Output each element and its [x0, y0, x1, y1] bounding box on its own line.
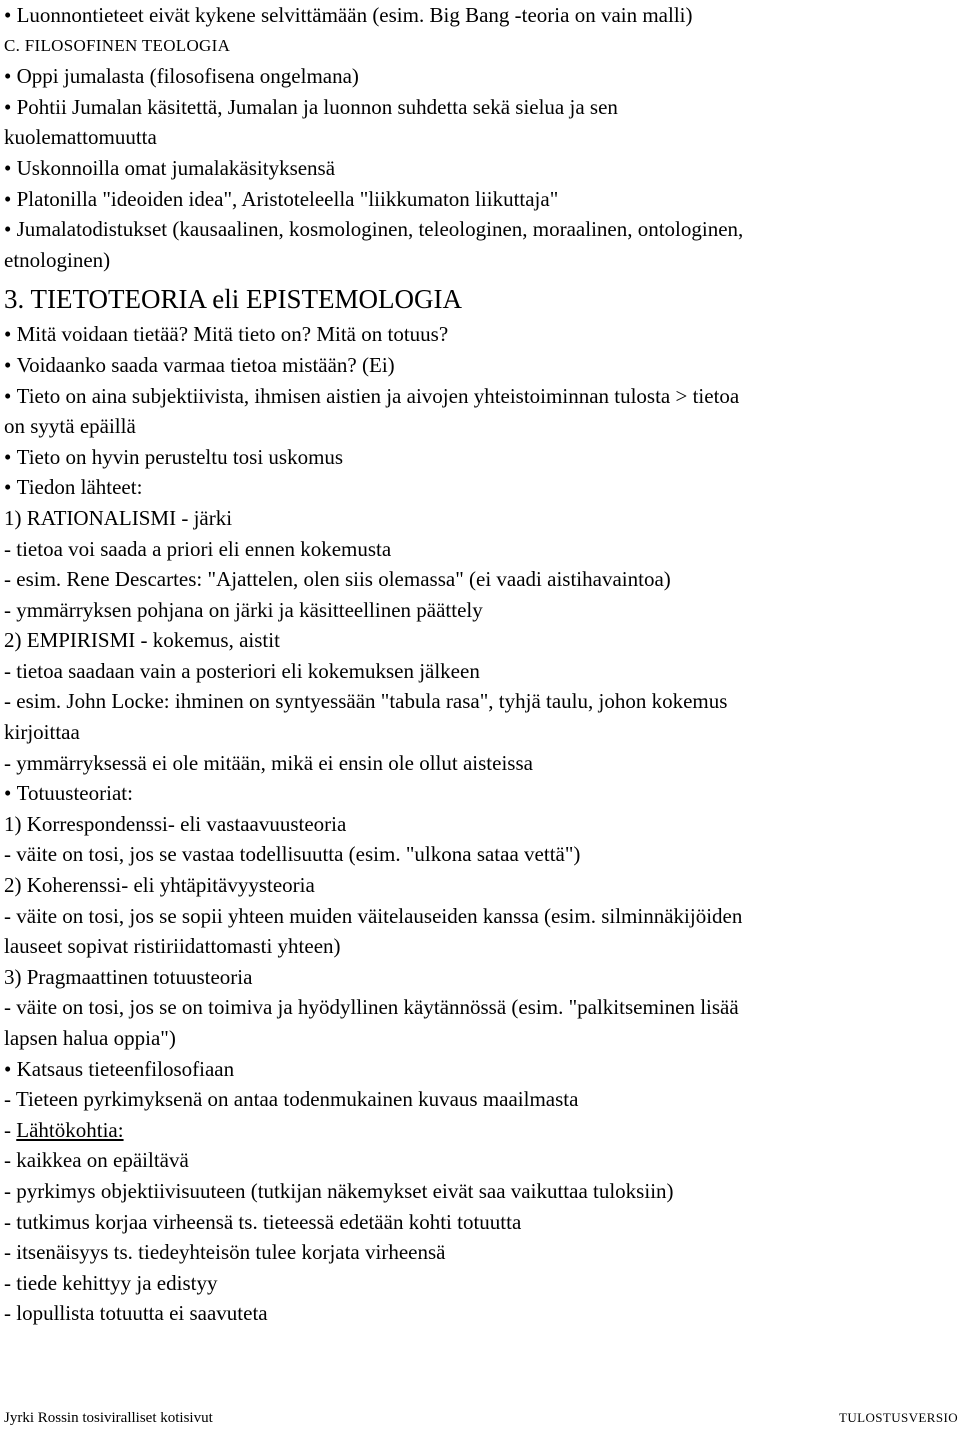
text-line: 1) Korrespondenssi- eli vastaavuusteoria — [4, 811, 347, 836]
text-line: on syytä epäillä — [4, 414, 136, 439]
text-line: • Luonnontieteet eivät kykene selvittämään (esim. Big Bang -teoria on vain malli) — [4, 0, 954, 31]
text-line: 1) RATIONALISMI - järki — [4, 505, 233, 530]
text-line: - tiede kehittyy ja edistyy — [4, 1270, 218, 1295]
footer-print-version: TULOSTUSVERSIO — [839, 1410, 958, 1425]
text-line: - ymmärryksessä ei ole mitään, mikä ei ensin ole ollut aisteissa — [4, 750, 533, 775]
text-line: • Uskonnoilla omat jumalakäsityksensä — [4, 153, 954, 184]
text-line: - lopullista totuutta ei saavuteta — [4, 1301, 268, 1326]
text-line: • Oppi jumalasta (filosofisena ongelmana) — [4, 61, 954, 92]
text-line: • Pohtii Jumalan käsitettä, Jumalan ja luonnon suhdetta sekä sielua ja sen — [4, 92, 954, 123]
text-line: kuolemattomuutta — [4, 125, 157, 150]
text-line: kirjoittaa — [4, 720, 80, 745]
text-line: etnologinen) — [4, 247, 111, 272]
text-line: • Tieto on aina subjektiivista, ihmisen aistien ja aivojen yhteistoiminnan tulosta > tietoa — [4, 381, 954, 412]
underlined-label: Lähtökohtia: — [16, 1117, 124, 1142]
text-line: - Tieteen pyrkimyksenä on antaa todenmukainen kuvaus maailmasta — [4, 1087, 579, 1112]
text-line: • Voidaanko saada varmaa tietoa mistään? (Ei) — [4, 350, 954, 381]
text-line: 3) Pragmaattinen totuusteoria — [4, 964, 253, 989]
text-line: - väite on tosi, jos se vastaa todellisuutta (esim. "ulkona sataa vettä") — [4, 842, 581, 867]
text-line: - tutkimus korjaa virheensä ts. tieteessä edetään kohti totuutta — [4, 1209, 522, 1234]
text-line: • Katsaus tieteenfilosofiaan — [4, 1054, 954, 1085]
document-body — [4, 0, 954, 1329]
text-line: - esim. John Locke: ihminen on syntyessään "tabula rasa", tyhjä taulu, johon kokemus — [4, 689, 728, 714]
text-line: 2) EMPIRISMI - kokemus, aistit — [4, 628, 280, 653]
text-line: - ymmärryksen pohjana on järki ja käsitteellinen päättely — [4, 597, 483, 622]
text-line: - tietoa voi saada a priori eli ennen kokemusta — [4, 536, 392, 561]
text-line: • Mitä voidaan tietää? Mitä tieto on? Mitä on totuus? — [4, 319, 954, 350]
text-line: - tietoa saadaan vain a posteriori eli kokemuksen jälkeen — [4, 658, 480, 683]
dash-prefix: - — [4, 1117, 17, 1142]
text-line: • Tiedon lähteet: — [4, 472, 954, 503]
text-line: • Jumalatodistukset (kausaalinen, kosmologinen, teleologinen, moraalinen, ontologinen, — [4, 214, 954, 245]
text-line: lauseet sopivat ristiriidattomasti yhteen) — [4, 934, 341, 959]
text-line: - pyrkimys objektiivisuuteen (tutkijan näkemykset eivät saa vaikuttaa tuloksiin) — [4, 1178, 674, 1203]
text-line: - kaikkea on epäiltävä — [4, 1148, 189, 1173]
footer-site-name: Jyrki Rossin tosiviralliset kotisivut — [4, 1410, 213, 1426]
text-line: • Tieto on hyvin perusteltu tosi uskomus — [4, 442, 954, 473]
text-line: 2) Koherenssi- eli yhtäpitävyysteoria — [4, 873, 315, 898]
text-line: • Platonilla "ideoiden idea", Aristoteleella "liikkumaton liikuttaja" — [4, 184, 954, 215]
text-line: - esim. Rene Descartes: "Ajattelen, olen siis olemassa" (ei vaadi aistihavaintoa) — [4, 567, 671, 592]
text-line: - väite on tosi, jos se on toimiva ja hyödyllinen käytännössä (esim. "palkitseminen lisää — [4, 995, 739, 1020]
text-line: - väite on tosi, jos se sopii yhteen muiden väitelauseiden kanssa (esim. silminnäkijöiden — [4, 903, 743, 928]
section-heading: 3. TIETOTEORIA eli EPISTEMOLOGIA — [4, 284, 462, 315]
text-line: lapsen halua oppia") — [4, 1026, 176, 1050]
text-line: • Totuusteoriat: — [4, 778, 954, 809]
text-line-underlined — [4, 1115, 954, 1146]
text-line: - itsenäisyys ts. tiedeyhteisön tulee korjata virheensä — [4, 1240, 446, 1265]
section-heading: C. FILOSOFINEN TEOLOGIA — [4, 35, 231, 55]
